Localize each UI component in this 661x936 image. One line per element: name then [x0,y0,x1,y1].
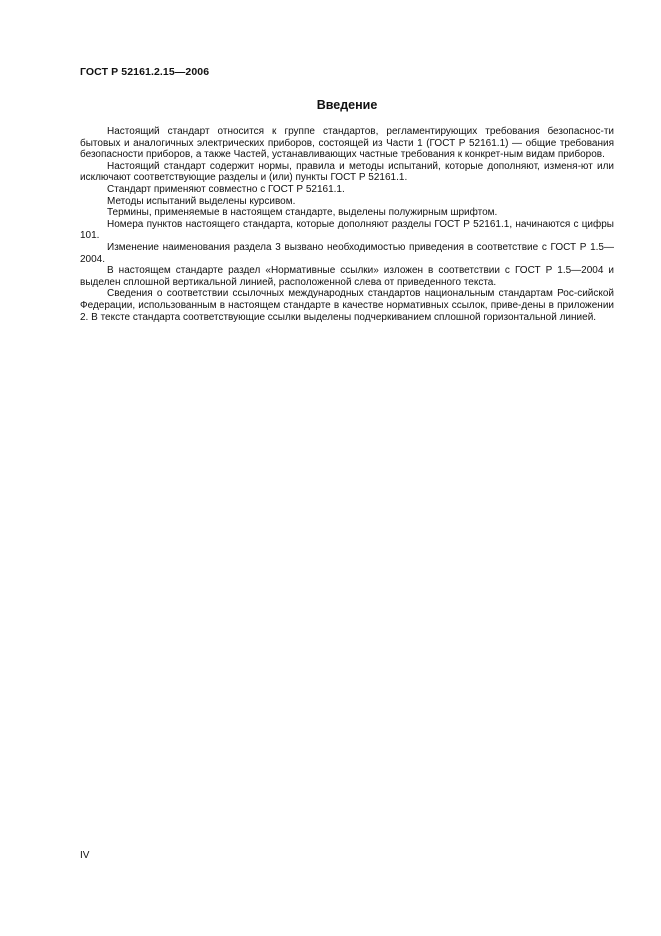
paragraph-content: Настоящий стандарт содержит нормы, правила и методы испытаний, которые дополняют, изменя-ют или исключают соответствующие разделы и (или) пункты ГОСТ Р 52161.1. [80,160,614,184]
paragraph-test-methods: Методы испытаний выделены курсивом. [107,195,296,207]
page-number: IV [80,850,90,861]
paragraph-terms: Термины, применяемые в настоящем стандарте, выделены полужирным шрифтом. [107,207,498,219]
introduction-body [80,126,614,323]
paragraph-clause-numbers: Номера пунктов настоящего стандарта, которые дополняют разделы ГОСТ Р 52161.1, начинаются с цифры 101. [80,218,614,242]
paragraph-normative-references: В настоящем стандарте раздел «Нормативные ссылки» изложен в соответствии с ГОСТ Р 1.5—2004 и выделен сплошной вертикальной линией, расположенной слева от приведенного текста. [80,265,614,288]
paragraph-joint-use: Стандарт применяют совместно с ГОСТ Р 52161.1. [107,183,345,195]
paragraph-scope: Настоящий стандарт относится к группе стандартов, регламентирующих требования безопаснос-ти бытовых и аналогичных электрических приборов, состоящей из Части 1 (ГОСТ Р 52161.1) — общие требования безопасности приборов, а также Частей, устанавливающих частные требования к конкрет-ным видам приборов. [80,126,614,161]
paragraph-section-rename: Изменение наименования раздела 3 вызвано необходимостью приведения в соответствие с ГОСТ Р 1.5—2004. [80,241,614,265]
document-number-header: ГОСТ Р 52161.2.15—2006 [80,66,210,78]
paragraph-reference-correspondence: Сведения о соответствии ссылочных международных стандартов национальным стандартам Рос-сийской Федерации, использованным в настоящем стандарте в качестве нормативных ссылок, приве-дены в приложении 2. В тексте стандарта соответствующие ссылки выделены подчеркиванием сплошной горизонтальной линией. [80,288,614,323]
section-title: Введение [316,98,378,112]
